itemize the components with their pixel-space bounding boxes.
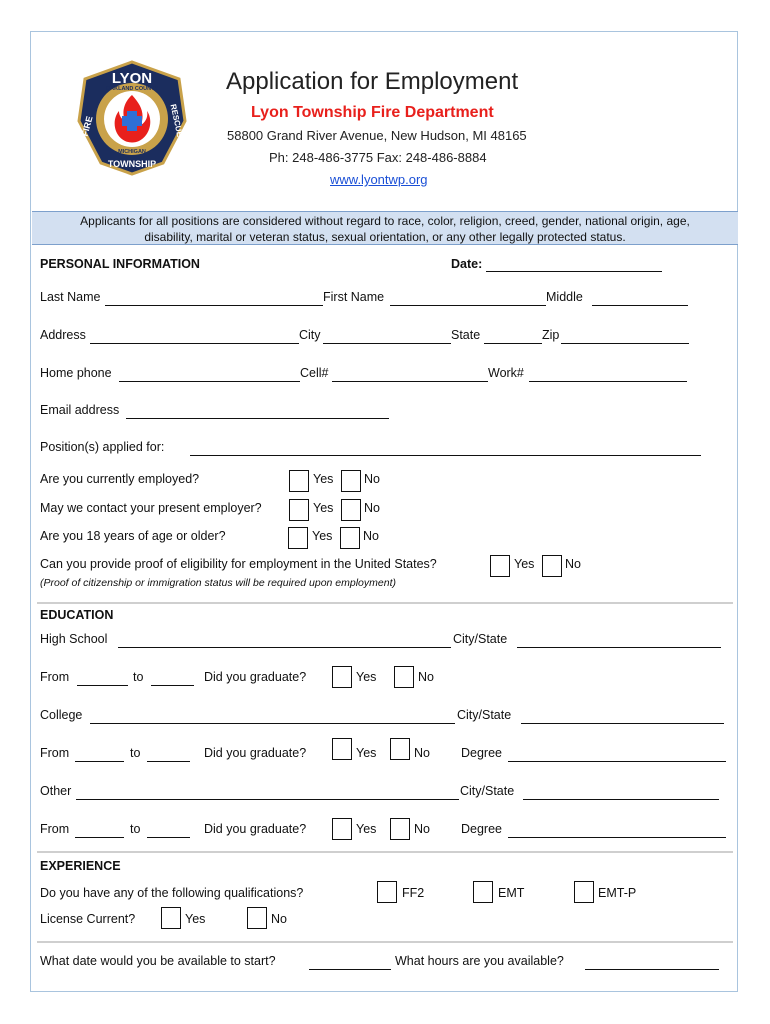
contact-no-label: No <box>364 501 380 515</box>
hours-available-field[interactable] <box>585 969 719 970</box>
college-to-field[interactable] <box>147 761 190 762</box>
hs-graduate-yes-label: Yes <box>356 670 377 684</box>
college-graduate-yes-label: Yes <box>356 746 377 760</box>
college-graduate-question: Did you graduate? <box>204 746 307 760</box>
logo-bottom-text: TOWNSHIP <box>107 159 157 169</box>
license-no-checkbox[interactable] <box>247 907 267 929</box>
start-date-question: What date would you be available to start? <box>40 954 276 968</box>
eligibility-yes-checkbox[interactable] <box>490 555 510 577</box>
hs-graduate-no-checkbox[interactable] <box>394 666 414 688</box>
logo-inner-top-text: OAKLAND COUNTY <box>105 86 159 92</box>
employed-no-checkbox[interactable] <box>341 470 361 492</box>
positions-label: Position(s) applied for: <box>40 440 165 454</box>
ff2-checkbox[interactable] <box>377 881 397 903</box>
college-degree-label: Degree <box>461 746 502 760</box>
emt-p-checkbox[interactable] <box>574 881 594 903</box>
contact-yes-checkbox[interactable] <box>289 499 309 521</box>
hs-from-label: From <box>40 670 70 684</box>
section-divider <box>37 941 733 943</box>
logo-left-text: FIRE <box>79 115 95 138</box>
notice-line-1: Applicants for all positions are considered without regard to race, color, religion, creed, gender, national origin, age, <box>80 214 690 228</box>
other-school-label: Other <box>40 784 72 798</box>
cell-field[interactable] <box>332 381 488 382</box>
emt-checkbox[interactable] <box>473 881 493 903</box>
work-label: Work# <box>488 366 524 380</box>
address-label: Address <box>40 328 86 342</box>
other-to-field[interactable] <box>147 837 190 838</box>
department-name: Lyon Township Fire Department <box>251 104 494 121</box>
college-city-label: City/State <box>457 708 512 722</box>
state-field[interactable] <box>484 343 542 344</box>
personal-info-heading: PERSONAL INFORMATION <box>40 257 200 271</box>
ff2-label: FF2 <box>402 886 425 900</box>
city-label: City <box>299 328 321 342</box>
logo-top-text: LYON <box>111 70 153 87</box>
zip-field[interactable] <box>561 343 689 344</box>
college-degree-field[interactable] <box>508 761 726 762</box>
license-no-label: No <box>271 912 287 926</box>
age-question: Are you 18 years of age or older? <box>40 529 226 543</box>
email-field[interactable] <box>126 418 389 419</box>
age-no-label: No <box>363 529 379 543</box>
logo-right-text: RESCUE <box>168 103 185 138</box>
notice-line-2: disability, marital or veteran status, sexual orientation, or any other legally protected status. <box>144 230 626 244</box>
emt-label: EMT <box>498 886 525 900</box>
work-field[interactable] <box>529 381 687 382</box>
home-phone-label: Home phone <box>40 366 112 380</box>
hours-available-question: What hours are you available? <box>395 954 564 968</box>
age-yes-label: Yes <box>312 529 333 543</box>
employed-yes-label: Yes <box>313 472 334 486</box>
hs-graduate-question: Did you graduate? <box>204 670 307 684</box>
other-graduate-no-label: No <box>414 822 430 836</box>
equal-opportunity-notice <box>32 211 738 245</box>
page-title: Application for Employment <box>226 68 519 95</box>
other-degree-field[interactable] <box>508 837 726 838</box>
experience-heading: EXPERIENCE <box>40 859 121 873</box>
last-name-field[interactable] <box>105 305 323 306</box>
education-heading: EDUCATION <box>40 608 114 622</box>
other-from-label: From <box>40 822 70 836</box>
other-to-label: to <box>130 822 141 836</box>
zip-label: Zip <box>542 328 560 342</box>
department-website-link[interactable]: www.lyontwp.org <box>330 172 428 187</box>
emt-p-label: EMT-P <box>598 886 637 900</box>
other-school-field[interactable] <box>76 799 459 800</box>
logo-inner-bottom-text: MICHIGAN <box>118 149 146 155</box>
email-label: Email address <box>40 403 120 417</box>
department-phone: Ph: 248-486-3775 Fax: 248-486-8884 <box>269 150 487 165</box>
college-field[interactable] <box>90 723 455 724</box>
college-to-label: to <box>130 746 141 760</box>
hs-graduate-yes-checkbox[interactable] <box>332 666 352 688</box>
city-field[interactable] <box>323 343 451 344</box>
qualifications-question: Do you have any of the following qualifications? <box>40 886 304 900</box>
department-address: 58800 Grand River Avenue, New Hudson, MI 48165 <box>227 128 527 143</box>
eligibility-yes-label: Yes <box>514 557 535 571</box>
other-graduate-yes-checkbox[interactable] <box>332 818 352 840</box>
last-name-label: Last Name <box>40 290 101 304</box>
high-school-city-field[interactable] <box>517 647 721 648</box>
other-graduate-no-checkbox[interactable] <box>390 818 410 840</box>
eligibility-no-checkbox[interactable] <box>542 555 562 577</box>
license-current-question: License Current? <box>40 912 136 926</box>
age-yes-checkbox[interactable] <box>288 527 308 549</box>
contact-yes-label: Yes <box>313 501 334 515</box>
contact-no-checkbox[interactable] <box>341 499 361 521</box>
start-date-field[interactable] <box>309 969 391 970</box>
employed-yes-checkbox[interactable] <box>289 470 309 492</box>
first-name-label: First Name <box>323 290 385 304</box>
state-label: State <box>451 328 481 342</box>
license-yes-checkbox[interactable] <box>161 907 181 929</box>
high-school-field[interactable] <box>118 647 451 648</box>
date-field[interactable] <box>486 271 662 272</box>
address-field[interactable] <box>90 343 299 344</box>
first-name-field[interactable] <box>390 305 546 306</box>
high-school-label: High School <box>40 632 108 646</box>
middle-field[interactable] <box>592 305 688 306</box>
currently-employed-question: Are you currently employed? <box>40 472 200 486</box>
other-graduate-yes-label: Yes <box>356 822 377 836</box>
college-graduate-no-label: No <box>414 746 430 760</box>
employed-no-label: No <box>364 472 380 486</box>
age-no-checkbox[interactable] <box>340 527 360 549</box>
section-divider <box>37 602 733 604</box>
hs-to-label: to <box>133 670 144 684</box>
other-graduate-question: Did you graduate? <box>204 822 307 836</box>
proof-note: (Proof of citizenship or immigration status will be required upon employment) <box>40 577 396 589</box>
college-label: College <box>40 708 83 722</box>
license-yes-label: Yes <box>185 912 206 926</box>
eligibility-question: Can you provide proof of eligibility for employment in the United States? <box>40 557 437 571</box>
cell-label: Cell# <box>300 366 329 380</box>
hs-from-field[interactable] <box>77 685 128 686</box>
college-from-label: From <box>40 746 70 760</box>
high-school-city-label: City/State <box>453 632 508 646</box>
hs-graduate-no-label: No <box>418 670 434 684</box>
hs-to-field[interactable] <box>151 685 194 686</box>
middle-label: Middle <box>546 290 583 304</box>
section-divider <box>37 851 733 853</box>
other-from-field[interactable] <box>75 837 124 838</box>
college-from-field[interactable] <box>75 761 124 762</box>
home-phone-field[interactable] <box>119 381 300 382</box>
eligibility-no-label: No <box>565 557 581 571</box>
other-city-field[interactable] <box>523 799 719 800</box>
contact-employer-question: May we contact your present employer? <box>40 501 262 515</box>
other-city-label: City/State <box>460 784 515 798</box>
college-graduate-yes-checkbox[interactable] <box>332 738 352 760</box>
positions-field[interactable] <box>190 455 701 456</box>
fire-department-logo <box>75 59 189 177</box>
college-city-field[interactable] <box>521 723 724 724</box>
date-label: Date: <box>451 257 483 271</box>
application-form <box>30 31 738 992</box>
other-degree-label: Degree <box>461 822 502 836</box>
college-graduate-no-checkbox[interactable] <box>390 738 410 760</box>
